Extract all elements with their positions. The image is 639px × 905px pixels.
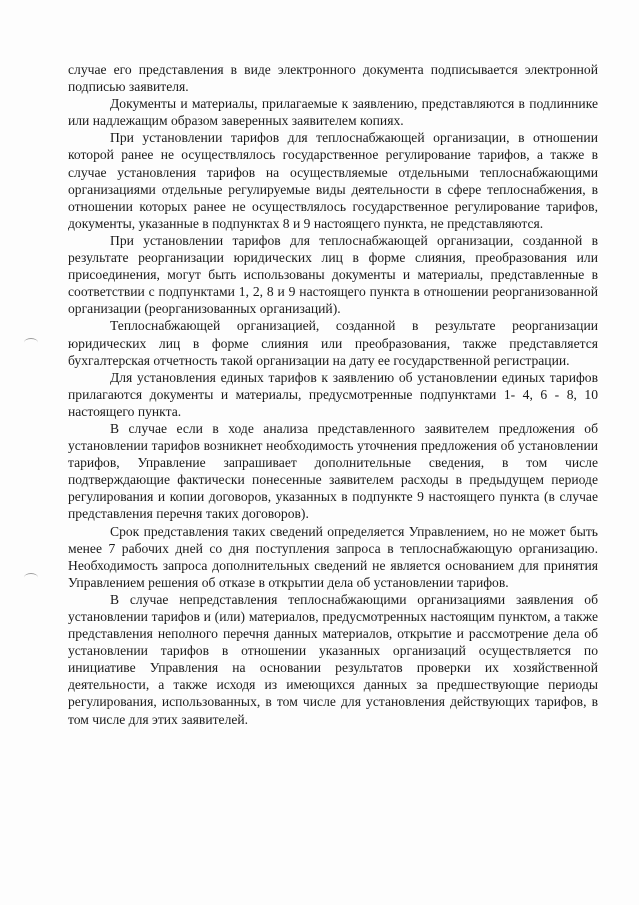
paragraph: Документы и материалы, прилагаемые к заявлению, представляются в подлиннике или надлежащим образом заверенных заявителем копиях. [68,96,598,129]
paragraph: Для установления единых тарифов к заявлению об установлении единых тарифов прилагаются документы и материалы, предусмотренные подпунктами 1- 4, 6 - 8, 10 настоящего пункта. [68,369,598,419]
margin-punch-mark [24,573,38,582]
paragraph: Теплоснабжающей организацией, созданной в результате реорганизации юридических лиц в форме слияния или преобразования, также представляется бухгалтерская отчетность такой организации на дату ее государственной регистрации. [68,318,598,368]
paragraph: случае его представления в виде электронного документа подписывается электронной подписью заявителя. [68,62,598,95]
paragraph: При установлении тарифов для теплоснабжающей организации, созданной в результате реорганизации юридических лиц в форме слияния, преобразования или присоединения, могут быть использованы документы и материалы, представленные в соответствии с подпунктами 1, 2, 8 и 9 настоящего пункта в отношении реорганизованной организации (реорганизованных организаций). [68,232,598,317]
margin-punch-mark [24,338,38,347]
paragraph: При установлении тарифов для теплоснабжающей организации, в отношении которой ранее не осуществлялось государственное регулирование тарифов, а также в случае установления тарифов на осуществляемые отдельными теплоснабжающими организациями отдельные регулируемые виды деятельности в сфере теплоснабжения, в отношении которых ранее не осуществлялось государственное регулирование тарифов, документы, указанные в подпунктах 8 и 9 настоящего пункта, не представляются. [68,130,598,231]
paragraph: В случае непредставления теплоснабжающими организациями заявления об установлении тарифов и (или) материалов, предусмотренных настоящим пунктом, а также представления неполного перечня данных материалов, открытие и рассмотрение дела об установлении тарифов в отношении указанных организаций осуществляется по инициативе Управления на основании результатов проверки их хозяйственной деятельности, а также исходя из имеющихся данных за предшествующие периоды регулирования, использованных, в том числе для установления действующих тарифов, в том числе для этих заявителей. [68,591,598,727]
paragraph: Срок представления таких сведений определяется Управлением, но не может быть менее 7 рабочих дней со дня поступления запроса в теплоснабжающую организацию. Необходимость запроса дополнительных сведений не является основанием для принятия Управлением решения об отказе в открытии дела об установлении тарифов. [68,523,598,590]
paragraph: В случае если в ходе анализа представленного заявителем предложения об установлении тарифов возникнет необходимость уточнения предложения об установлении тарифов, Управление запрашивает дополнительные сведения, в том числе подтверждающие фактически понесенные заявителем расходы в предыдущем периоде регулирования и копии договоров, указанных в подпункте 9 настоящего пункта (в случае представления перечня таких договоров). [68,420,598,522]
document-body [68,61,598,728]
